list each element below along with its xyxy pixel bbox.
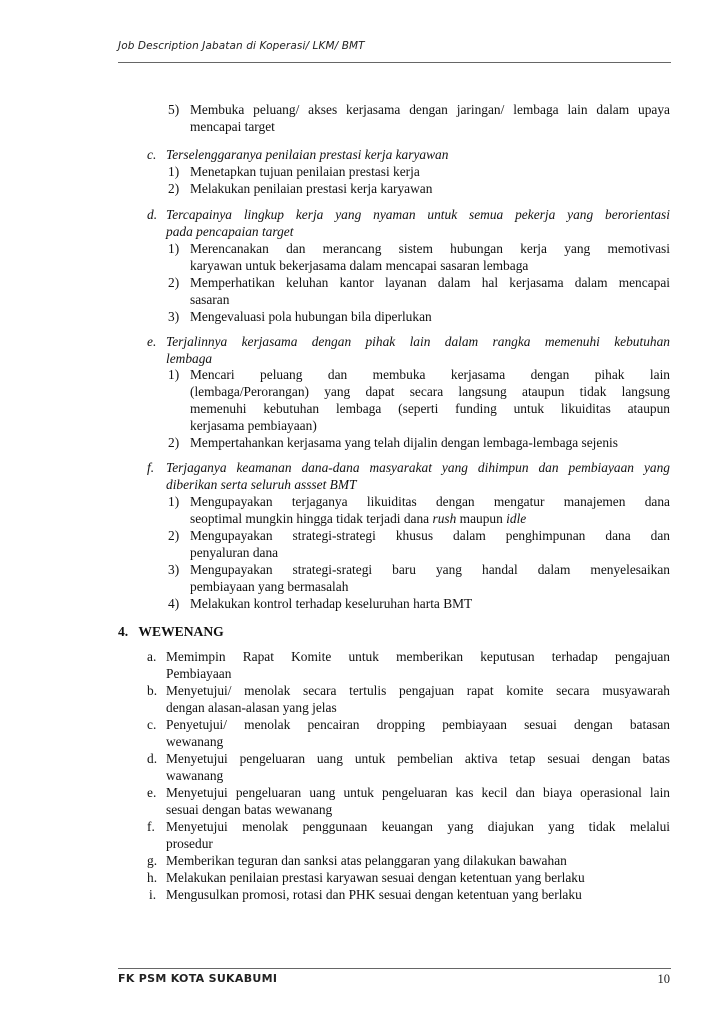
list-item-text: Mengevaluasi pola hubungan bila diperlukan (190, 309, 432, 324)
list-item-text: Melakukan penilaian prestasi karyawan sesuai dengan ketentuan yang berlaku (166, 870, 585, 885)
list-item-text: dengan alasan-alasan yang jelas (166, 700, 337, 715)
list-letter: f. (147, 460, 155, 475)
list-letter: i. (149, 887, 157, 902)
list-item-text: Memberikan teguran dan sanksi atas pelanggaran yang dilakukan bawahan (166, 853, 567, 868)
list-number: 1) (168, 241, 180, 256)
list-letter: a. (147, 649, 157, 664)
list-letter: g. (147, 853, 158, 868)
list-item-text: (lembaga/Perorangan) yang dapat secara langsung ataupun tidak langsung (190, 384, 670, 399)
list-item-text: Mengupayakan strategi-strategi khusus dalam penghimpunan dana dan (190, 528, 670, 543)
list-item-text: Penyetujui/ menolak pencairan dropping pembiayaan sesuai dengan batasan (166, 717, 670, 732)
list-item-text-part: seoptimal mungkin hingga tidak terjadi dana (190, 511, 430, 526)
list-item-text: penyaluran dana (190, 545, 279, 560)
list-number: 2) (168, 275, 180, 290)
list-item-text: prosedur (166, 836, 213, 851)
subsection-title: Tercapainya lingkup kerja yang nyaman untuk semua pekerja yang berorientasi (166, 207, 670, 222)
list-item-text: Mengusulkan promosi, rotasi dan PHK sesuai dengan ketentuan yang berlaku (166, 887, 582, 902)
list-item-text: Mempertahankan kerjasama yang telah dijalin dengan lembaga-lembaga sejenis (190, 435, 618, 450)
list-item-text: Pembiayaan (166, 666, 232, 681)
footer-organization: FK PSM KOTA SUKABUMI (118, 972, 278, 985)
section-heading (118, 623, 224, 640)
page-number: 10 (657, 972, 670, 986)
list-item-text: wawanang (166, 768, 224, 783)
italic-term: idle (506, 511, 527, 526)
list-number: 2) (168, 435, 180, 450)
list-item-text: Menyetujui/ menolak secara tertulis pengajuan rapat komite secara musyawarah (166, 683, 670, 698)
list-number: 2) (168, 528, 180, 543)
list-item-text: Mencari peluang dan membuka kerjasama dengan pihak lain (190, 367, 670, 382)
section-title: WEWENANG (138, 624, 224, 639)
list-letter: f. (147, 819, 155, 834)
subsection-title-cont: lembaga (166, 351, 213, 366)
list-item-text: Menyetujui pengeluaran uang untuk pembelian aktiva tetap sesuai dengan batas (166, 751, 670, 766)
subsection-title-cont: diberikan serta seluruh assset BMT (166, 477, 357, 492)
list-item-text: Membuka peluang/ akses kerjasama dengan jaringan/ lembaga lain dalam upaya (190, 102, 670, 117)
list-item-text: Menyetujui menolak penggunaan keuangan yang diajukan yang tidak melalui (166, 819, 670, 834)
list-item-text: sesuai dengan batas wewanang (166, 802, 333, 817)
list-letter: d. (147, 751, 158, 766)
list-letter: e. (147, 334, 157, 349)
list-letter: c. (147, 147, 157, 162)
list-letter: c. (147, 717, 157, 732)
list-number: 1) (168, 494, 180, 509)
list-item-text: Memimpin Rapat Komite untuk memberikan keputusan terhadap pengajuan (166, 649, 670, 664)
list-item-text: Melakukan penilaian prestasi kerja karyawan (190, 181, 433, 196)
subsection-title-cont: pada pencapaian target (166, 224, 294, 239)
list-item-text: Menetapkan tujuan penilaian prestasi kerja (190, 164, 420, 179)
list-item-text: kerjasama pembiayaan) (190, 418, 317, 433)
list-item-text: wewanang (166, 734, 224, 749)
subsection-title: Terselenggaranya penilaian prestasi kerja karyawan (166, 147, 449, 162)
subsection-title: Terjalinnya kerjasama dengan pihak lain dalam rangka memenuhi kebutuhan (166, 334, 670, 349)
page-header: Job Description Jabatan di Koperasi/ LKM/ BMT (118, 40, 365, 52)
subsection-title: Terjaganya keamanan dana-dana masyarakat yang dihimpun dan pembiayaan yang (166, 460, 670, 475)
list-letter: e. (147, 785, 157, 800)
list-item-text-part: maupun (459, 511, 503, 526)
list-number: 5) (168, 102, 180, 117)
list-number: 3) (168, 562, 180, 577)
list-letter: b. (147, 683, 158, 698)
footer-divider (118, 968, 671, 969)
header-divider (118, 62, 671, 63)
list-item-text: Memperhatikan keluhan kantor layanan dalam hal kerjasama dalam mencapai (190, 275, 670, 290)
list-item-text: pembiayaan yang bermasalah (190, 579, 349, 594)
list-letter: d. (147, 207, 158, 222)
list-letter: h. (147, 870, 158, 885)
list-number: 2) (168, 181, 180, 196)
list-number: 1) (168, 367, 180, 382)
italic-term: rush (432, 511, 457, 526)
list-item-text: Melakukan kontrol terhadap keseluruhan harta BMT (190, 596, 473, 611)
list-item-text: memenuhi kebutuhan lembaga (seperti funding untuk likuiditas ataupun (190, 401, 670, 416)
list-item-text: Mengupayakan terjaganya likuiditas dengan mengatur manajemen dana (190, 494, 670, 509)
list-item-text (190, 510, 526, 527)
list-number: 4) (168, 596, 180, 611)
list-item-text: mencapai target (190, 119, 275, 134)
list-item-text: Mengupayakan strategi-srategi baru yang handal dalam menyelesaikan (190, 562, 670, 577)
list-item-text: Merencanakan dan merancang sistem hubungan kerja yang memotivasi (190, 241, 670, 256)
list-item-text: Menyetujui pengeluaran uang untuk pengeluaran kas kecil dan biaya operasional lain (166, 785, 670, 800)
list-number: 3) (168, 309, 180, 324)
list-number: 1) (168, 164, 180, 179)
list-item-text: karyawan untuk bekerjasama dalam mencapai sasaran lembaga (190, 258, 529, 273)
section-number: 4. (118, 624, 129, 639)
list-item-text: sasaran (190, 292, 230, 307)
